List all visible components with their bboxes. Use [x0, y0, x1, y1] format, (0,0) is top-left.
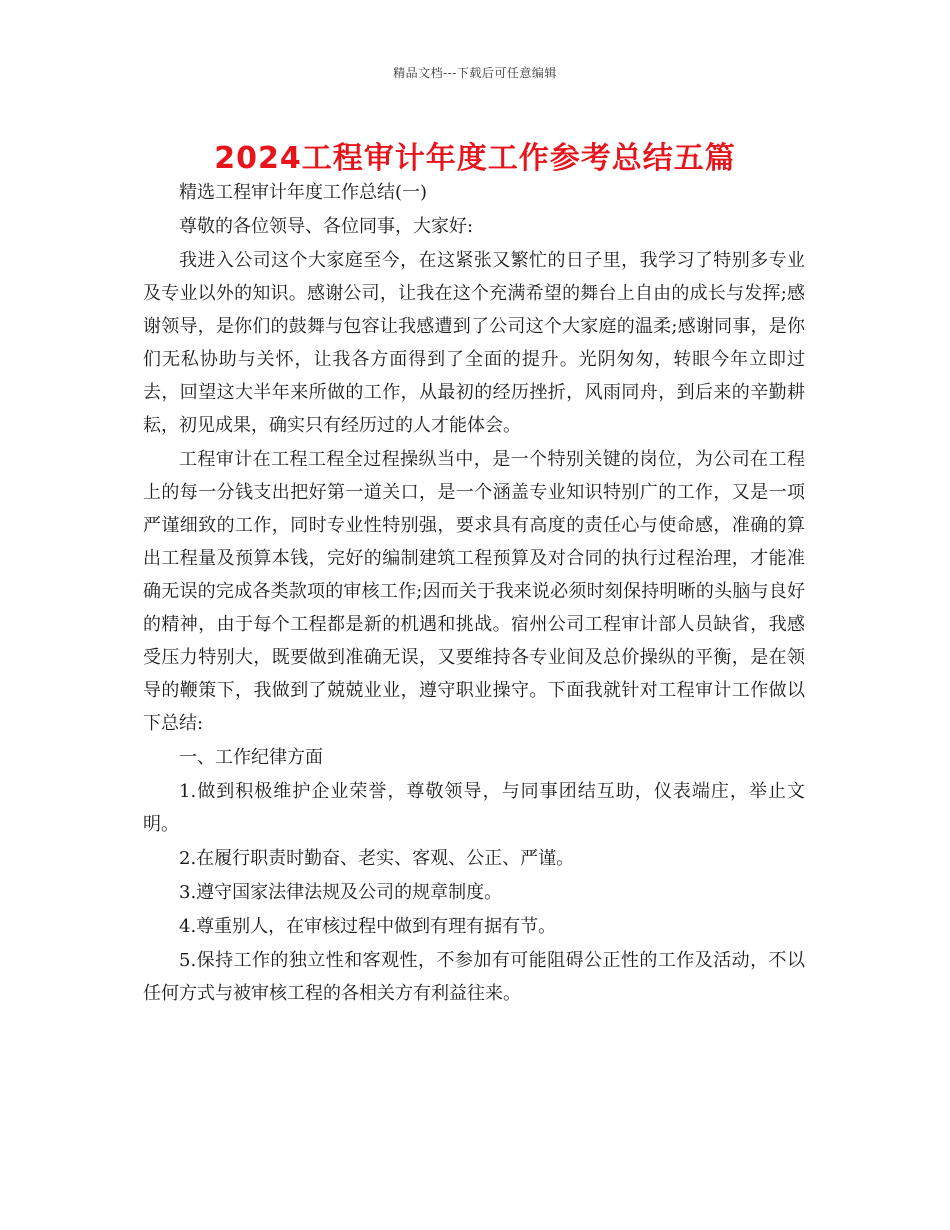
list-item: 2.在履行职责时勤奋、老实、客观、公正、严谨。: [179, 848, 575, 869]
list-item: 3.遵守国家法律法规及公司的规章制度。: [179, 882, 503, 903]
document-title: 2024工程审计年度工作参考总结五篇: [214, 141, 736, 176]
body-paragraph: 工程审计在工程工程全过程操纵当中，是一个特别关键的岗位，为公司在工程上的每一分钱支出把好第一道关口，是一个涵盖专业知识特别广的工作，又是一项严谨细致的工作，同时专业性特别强，要求具有高度的责任心与使命感，准确的算出工程量及预算本钱，完好的编制建筑工程预算及对合同的执行过程治理，才能准确无误的完成各类款项的审核工作;因而关于我来说必须时刻保持明晰的头脑与良好的精神，由于每个工程都是新的机遇和挑战。宿州公司工程审计部人员缺省，我感受压力特别大，既要做到准确无误，又要维持各专业间及总价操纵的平衡，是在领导的鞭策下，我做到了兢兢业业，遵守职业操守。下面我就针对工程审计工作做以下总结:: [143, 449, 805, 734]
salutation: 尊敬的各位领导、各位同事，大家好:: [179, 216, 474, 237]
body-paragraph: 我进入公司这个大家庭至今，在这紧张又繁忙的日子里，我学习了特别多专业及专业以外的知识。感谢公司，让我在这个充满希望的舞台上自由的成长与发挥;感谢领导，是你们的鼓舞与包容让我感遭到了公司这个大家庭的温柔;感谢同事，是你们无私协助与关怀，让我各方面得到了全面的提升。光阴匆匆，转眼今年立即过去，回望这大半年来所做的工作，从最初的经历挫折，风雨同舟，到后来的辛勤耕耘，初见成果，确实只有经历过的人才能体会。: [143, 250, 805, 436]
section-heading: 精选工程审计年度工作总结(一): [179, 182, 428, 203]
list-item: 1.做到积极维护企业荣誉，尊敬领导，与同事团结互助，仪表端庄，举止文明。: [143, 781, 805, 835]
list-item: 5.保持工作的独立性和客观性，不参加有可能阻碍公正性的工作及活动，不以任何方式与被审核工程的各相关方有利益往来。: [143, 950, 805, 1004]
document-body: [143, 176, 805, 1011]
header-note: 精品文档---下载后可任意编辑: [393, 66, 557, 80]
list-item: 4.尊重别人，在审核过程中做到有理有据有节。: [179, 916, 557, 937]
subsection-heading: 一、工作纪律方面: [179, 747, 323, 768]
